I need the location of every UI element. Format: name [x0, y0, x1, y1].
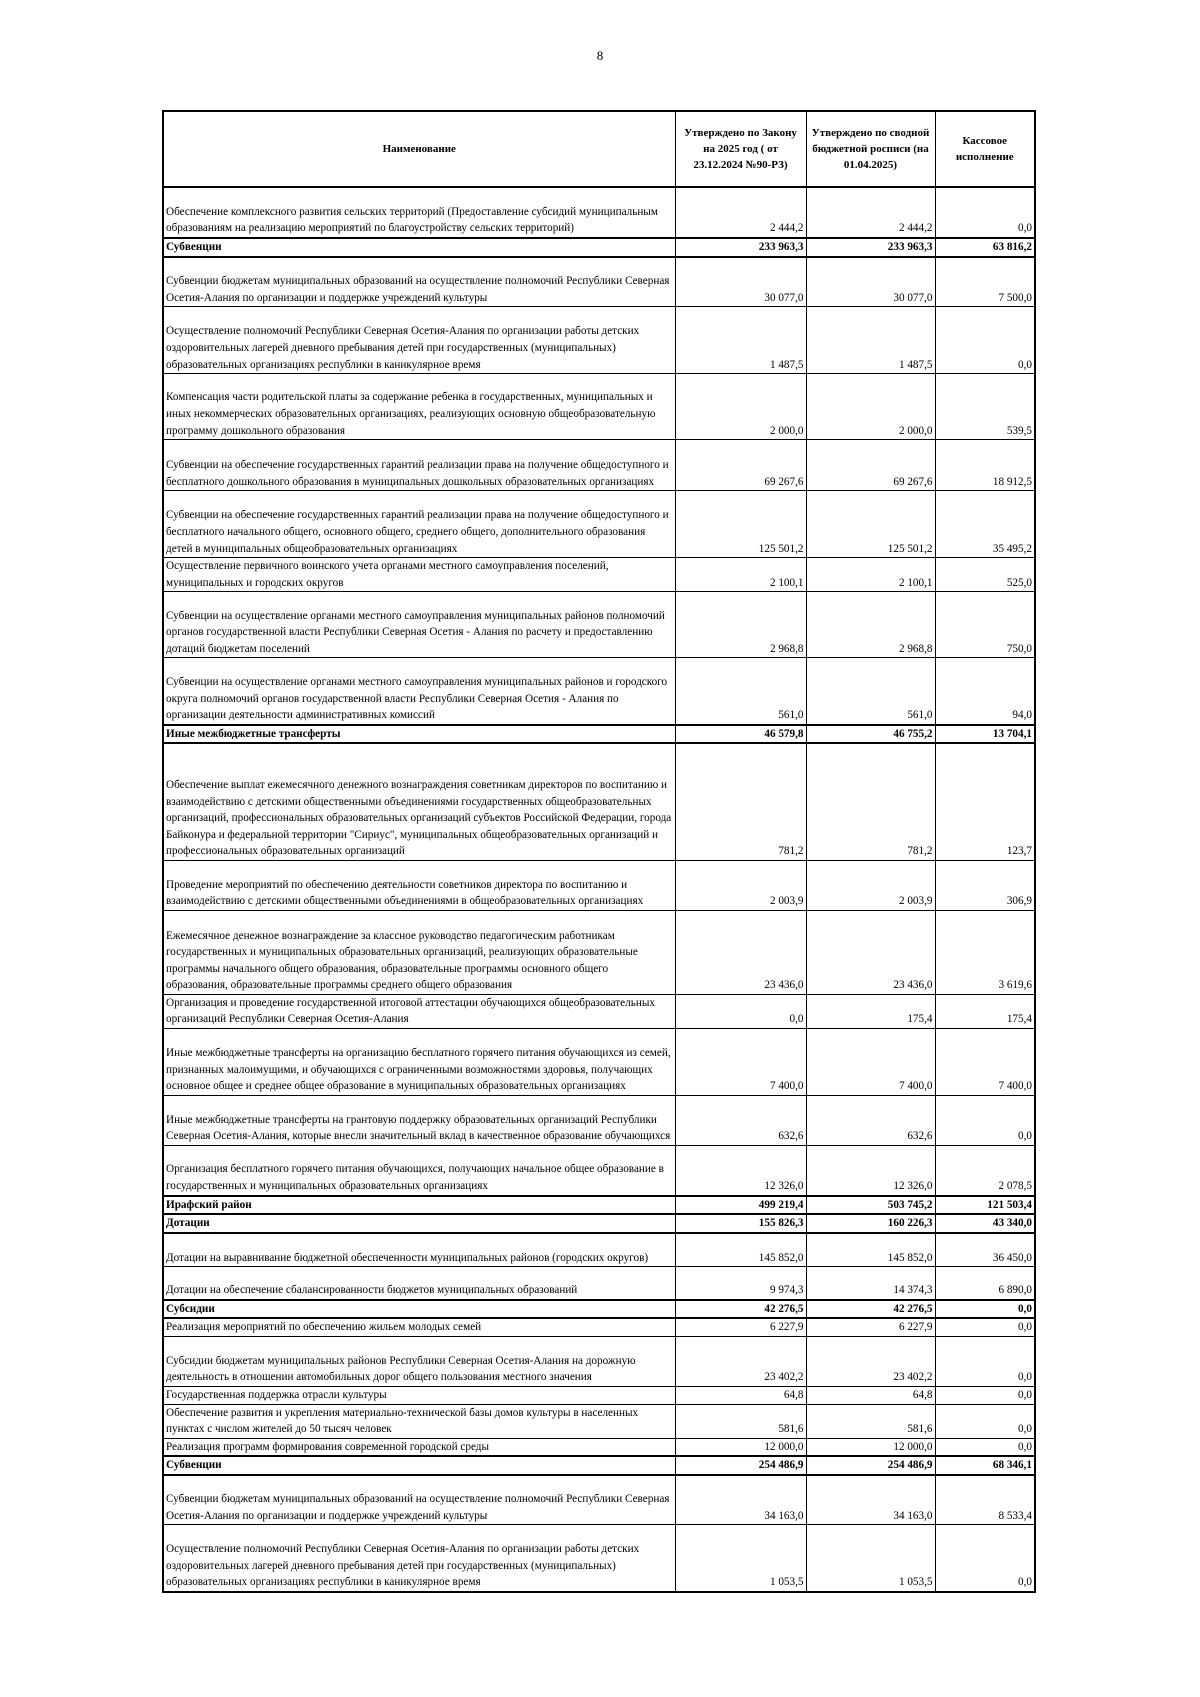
cell-name: Субвенции на обеспечение государственных гарантий реализации права на получение общедоступного и бесплатного начального общего, основного общего, среднего общего, дополнительного образования детей в муниципальных общеобразовательных организациях [163, 491, 675, 558]
cell-name: Организация бесплатного горячего питания обучающихся, получающих начальное общее образование в государственных и муниципальных образовательных организациях [163, 1146, 675, 1196]
cell-name: Субвенции [163, 238, 675, 257]
cell-approved-law: 1 487,5 [675, 307, 806, 374]
cell-cash-execution: 43 340,0 [935, 1214, 1035, 1233]
cell-approved-law: 9 974,3 [675, 1267, 806, 1300]
cell-cash-execution: 8 533,4 [935, 1475, 1035, 1525]
table-row [163, 1233, 1035, 1267]
cell-cash-execution: 123,7 [935, 743, 1035, 860]
table-row-section [163, 1300, 1035, 1319]
table-row [163, 187, 1035, 238]
cell-approved-law: 0,0 [675, 994, 806, 1028]
cell-approved-list: 12 000,0 [806, 1438, 935, 1456]
cell-approved-list: 175,4 [806, 994, 935, 1028]
cell-approved-law: 2 968,8 [675, 592, 806, 658]
cell-approved-law: 46 579,8 [675, 725, 806, 744]
cell-approved-law: 155 826,3 [675, 1214, 806, 1233]
cell-name: Обеспечение выплат ежемесячного денежного вознаграждения советникам директоров по воспитанию и взаимодействию с детскими общественными объединениями государственных общеобразовательных организаций, профессиональных образовательных организаций субъектов Российской Федерации, города Байконура и федеральной территории "Сириус", муниципальных общеобразовательных организаций и профессиональных образовательных организаций [163, 743, 675, 860]
cell-approved-law: 69 267,6 [675, 440, 806, 491]
cell-approved-list: 42 276,5 [806, 1300, 935, 1319]
cell-cash-execution: 36 450,0 [935, 1233, 1035, 1267]
cell-approved-list: 2 968,8 [806, 592, 935, 658]
table-row [163, 1029, 1035, 1096]
cell-approved-law: 30 077,0 [675, 257, 806, 307]
cell-approved-law: 499 219,4 [675, 1196, 806, 1215]
cell-approved-law: 23 436,0 [675, 910, 806, 994]
cell-approved-law: 561,0 [675, 658, 806, 725]
cell-approved-list: 46 755,2 [806, 725, 935, 744]
cell-approved-list: 2 444,2 [806, 187, 935, 238]
cell-cash-execution: 7 500,0 [935, 257, 1035, 307]
table-row [163, 592, 1035, 658]
cell-name: Ирафский район [163, 1196, 675, 1215]
cell-name: Организация и проведение государственной итоговой аттестации обучающихся общеобразовательных организаций Республики Северная Осетия-Алания [163, 994, 675, 1028]
cell-cash-execution: 94,0 [935, 658, 1035, 725]
cell-name: Дотации [163, 1214, 675, 1233]
table-row [163, 910, 1035, 994]
cell-approved-list: 64,8 [806, 1386, 935, 1404]
cell-name: Обеспечение развития и укрепления материально-технической базы домов культуры в населенных пунктах с числом жителей до 50 тысяч человек [163, 1404, 675, 1438]
cell-name: Дотации на обеспечение сбалансированности бюджетов муниципальных образований [163, 1267, 675, 1300]
cell-cash-execution: 0,0 [935, 1404, 1035, 1438]
cell-approved-list: 6 227,9 [806, 1318, 935, 1336]
cell-approved-law: 2 100,1 [675, 558, 806, 592]
header-cash-execution: Кассовое исполнение [935, 111, 1035, 187]
cell-cash-execution: 0,0 [935, 1096, 1035, 1146]
cell-cash-execution: 175,4 [935, 994, 1035, 1028]
table-header-row [163, 111, 1035, 187]
cell-approved-law: 34 163,0 [675, 1475, 806, 1525]
cell-cash-execution: 750,0 [935, 592, 1035, 658]
cell-approved-law: 233 963,3 [675, 238, 806, 257]
cell-approved-law: 12 000,0 [675, 1438, 806, 1456]
table-row-section [163, 1214, 1035, 1233]
cell-approved-law: 6 227,9 [675, 1318, 806, 1336]
cell-cash-execution: 0,0 [935, 1336, 1035, 1386]
cell-approved-list: 2 000,0 [806, 374, 935, 440]
cell-approved-list: 23 436,0 [806, 910, 935, 994]
cell-name: Иные межбюджетные трансферты [163, 725, 675, 744]
cell-name: Субвенции на обеспечение государственных гарантий реализации права на получение общедоступного и бесплатного дошкольного образования в муниципальных дошкольных образовательных организациях [163, 440, 675, 491]
cell-cash-execution: 63 816,2 [935, 238, 1035, 257]
table-row [163, 1336, 1035, 1386]
cell-cash-execution: 0,0 [935, 1386, 1035, 1404]
cell-approved-law: 2 444,2 [675, 187, 806, 238]
cell-approved-list: 145 852,0 [806, 1233, 935, 1267]
cell-cash-execution: 0,0 [935, 1525, 1035, 1592]
table-row-section [163, 725, 1035, 744]
cell-approved-law: 145 852,0 [675, 1233, 806, 1267]
cell-approved-law: 781,2 [675, 743, 806, 860]
cell-approved-law: 7 400,0 [675, 1029, 806, 1096]
cell-name: Субвенции бюджетам муниципальных образований на осуществление полномочий Республики Северная Осетия-Алания по организации и поддержке учреждений культуры [163, 257, 675, 307]
cell-approved-list: 69 267,6 [806, 440, 935, 491]
cell-cash-execution: 121 503,4 [935, 1196, 1035, 1215]
table-row [163, 1267, 1035, 1300]
cell-cash-execution: 2 078,5 [935, 1146, 1035, 1196]
table-row [163, 440, 1035, 491]
cell-name: Дотации на выравнивание бюджетной обеспеченности муниципальных районов (городских округов) [163, 1233, 675, 1267]
table-row [163, 860, 1035, 910]
cell-cash-execution: 0,0 [935, 307, 1035, 374]
cell-cash-execution: 35 495,2 [935, 491, 1035, 558]
cell-approved-list: 254 486,9 [806, 1456, 935, 1475]
header-approved-list: Утверждено по сводной бюджетной росписи (на 01.04.2025) [806, 111, 935, 187]
table-row [163, 1404, 1035, 1438]
cell-name: Субвенции бюджетам муниципальных образований на осуществление полномочий Республики Северная Осетия-Алания по организации и поддержке учреждений культуры [163, 1475, 675, 1525]
cell-name: Осуществление первичного воинского учета органами местного самоуправления поселений, муниципальных и городских округов [163, 558, 675, 592]
cell-approved-list: 125 501,2 [806, 491, 935, 558]
table-row-section [163, 1196, 1035, 1215]
cell-name: Обеспечение комплексного развития сельских территорий (Предоставление субсидий муниципальным образованиям на реализацию мероприятий по благоустройству сельских территорий) [163, 187, 675, 238]
table-row [163, 994, 1035, 1028]
budget-table [162, 110, 1036, 1593]
cell-name: Иные межбюджетные трансферты на организацию бесплатного горячего питания обучающихся из семей, признанных малоимущими, и обучающихся с ограниченными возможностями здоровья, получающих основное общее и среднее общее образование в муниципальных образовательных организациях [163, 1029, 675, 1096]
cell-name: Субсидии [163, 1300, 675, 1319]
cell-approved-law: 254 486,9 [675, 1456, 806, 1475]
cell-approved-law: 2 000,0 [675, 374, 806, 440]
cell-name: Компенсация части родительской платы за содержание ребенка в государственных, муниципальных и иных некоммерческих образовательных организациях, реализующих основную общеобразовательную программу дошкольного образования [163, 374, 675, 440]
cell-approved-list: 503 745,2 [806, 1196, 935, 1215]
cell-cash-execution: 0,0 [935, 1318, 1035, 1336]
page-number: 8 [596, 48, 604, 63]
cell-approved-list: 2 100,1 [806, 558, 935, 592]
cell-approved-law: 1 053,5 [675, 1525, 806, 1592]
table-row [163, 1146, 1035, 1196]
cell-cash-execution: 6 890,0 [935, 1267, 1035, 1300]
table-row [163, 743, 1035, 860]
header-name: Наименование [163, 111, 675, 187]
table-row-section [163, 1456, 1035, 1475]
cell-name: Проведение мероприятий по обеспечению деятельности советников директора по воспитанию и взаимодействию с детскими общественными объединениями в общеобразовательных организациях [163, 860, 675, 910]
cell-approved-list: 1 053,5 [806, 1525, 935, 1592]
cell-name: Субсидии бюджетам муниципальных районов Республики Северная Осетия-Алания на дорожную деятельность в отношении автомобильных дорог общего пользования местного значения [163, 1336, 675, 1386]
cell-approved-list: 2 003,9 [806, 860, 935, 910]
cell-cash-execution: 68 346,1 [935, 1456, 1035, 1475]
cell-approved-list: 12 326,0 [806, 1146, 935, 1196]
cell-approved-list: 14 374,3 [806, 1267, 935, 1300]
cell-approved-law: 581,6 [675, 1404, 806, 1438]
cell-approved-list: 23 402,2 [806, 1336, 935, 1386]
cell-cash-execution: 539,5 [935, 374, 1035, 440]
cell-approved-list: 561,0 [806, 658, 935, 725]
table-row [163, 1318, 1035, 1336]
table-row [163, 257, 1035, 307]
cell-approved-list: 7 400,0 [806, 1029, 935, 1096]
cell-approved-law: 632,6 [675, 1096, 806, 1146]
cell-name: Осуществление полномочий Республики Северная Осетия-Алания по организации работы детских оздоровительных лагерей дневного пребывания детей при государственных (муниципальных) образовательных организациях республики в каникулярное время [163, 307, 675, 374]
cell-name: Реализация программ формирования современной городской среды [163, 1438, 675, 1456]
cell-approved-law: 64,8 [675, 1386, 806, 1404]
table-row [163, 1475, 1035, 1525]
cell-approved-list: 1 487,5 [806, 307, 935, 374]
table-row [163, 491, 1035, 558]
cell-cash-execution: 13 704,1 [935, 725, 1035, 744]
table-row [163, 1386, 1035, 1404]
cell-cash-execution: 525,0 [935, 558, 1035, 592]
cell-name: Государственная поддержка отрасли культуры [163, 1386, 675, 1404]
cell-cash-execution: 18 912,5 [935, 440, 1035, 491]
table-row [163, 374, 1035, 440]
cell-approved-law: 2 003,9 [675, 860, 806, 910]
cell-approved-law: 42 276,5 [675, 1300, 806, 1319]
cell-name: Иные межбюджетные трансферты на грантовую поддержку образовательных организаций Республики Северная Осетия-Алания, которые внесли значительный вклад в качественное образование обучающихся [163, 1096, 675, 1146]
cell-approved-list: 34 163,0 [806, 1475, 935, 1525]
cell-name: Субвенции [163, 1456, 675, 1475]
table-row [163, 1096, 1035, 1146]
cell-approved-law: 23 402,2 [675, 1336, 806, 1386]
cell-approved-list: 581,6 [806, 1404, 935, 1438]
table-row [163, 1525, 1035, 1592]
table-row [163, 558, 1035, 592]
cell-cash-execution: 3 619,6 [935, 910, 1035, 994]
cell-name: Субвенции на осуществление органами местного самоуправления муниципальных районов полномочий органов государственной власти Республики Северная Осетия - Алания по расчету и предоставлению дотаций бюджетам поселений [163, 592, 675, 658]
cell-cash-execution: 306,9 [935, 860, 1035, 910]
cell-approved-law: 125 501,2 [675, 491, 806, 558]
cell-cash-execution: 0,0 [935, 1438, 1035, 1456]
cell-name: Субвенции на осуществление органами местного самоуправления муниципальных районов и городского округа полномочий органов государственной власти Республики Северная Осетия - Алания по организации деятельности административных комиссий [163, 658, 675, 725]
cell-approved-list: 233 963,3 [806, 238, 935, 257]
cell-name: Осуществление полномочий Республики Северная Осетия-Алания по организации работы детских оздоровительных лагерей дневного пребывания детей при государственных (муниципальных) образовательных организациях республики в каникулярное время [163, 1525, 675, 1592]
cell-cash-execution: 7 400,0 [935, 1029, 1035, 1096]
cell-approved-list: 632,6 [806, 1096, 935, 1146]
cell-cash-execution: 0,0 [935, 1300, 1035, 1319]
table-row [163, 1438, 1035, 1456]
cell-cash-execution: 0,0 [935, 187, 1035, 238]
cell-approved-law: 12 326,0 [675, 1146, 806, 1196]
table-row-section [163, 238, 1035, 257]
cell-approved-list: 781,2 [806, 743, 935, 860]
table-row [163, 658, 1035, 725]
cell-approved-list: 30 077,0 [806, 257, 935, 307]
cell-approved-list: 160 226,3 [806, 1214, 935, 1233]
table-row [163, 307, 1035, 374]
cell-name: Ежемесячное денежное вознаграждение за классное руководство педагогическим работникам государственных и муниципальных образовательных организаций, реализующих образовательные программы начального общего образования, образовательные программы основного общего образования, образовательные программы среднего общего образования [163, 910, 675, 994]
header-approved-law: Утверждено по Законy на 2025 год ( от 23.12.2024 №90-РЗ) [675, 111, 806, 187]
cell-name: Реализация мероприятий по обеспечению жильем молодых семей [163, 1318, 675, 1336]
